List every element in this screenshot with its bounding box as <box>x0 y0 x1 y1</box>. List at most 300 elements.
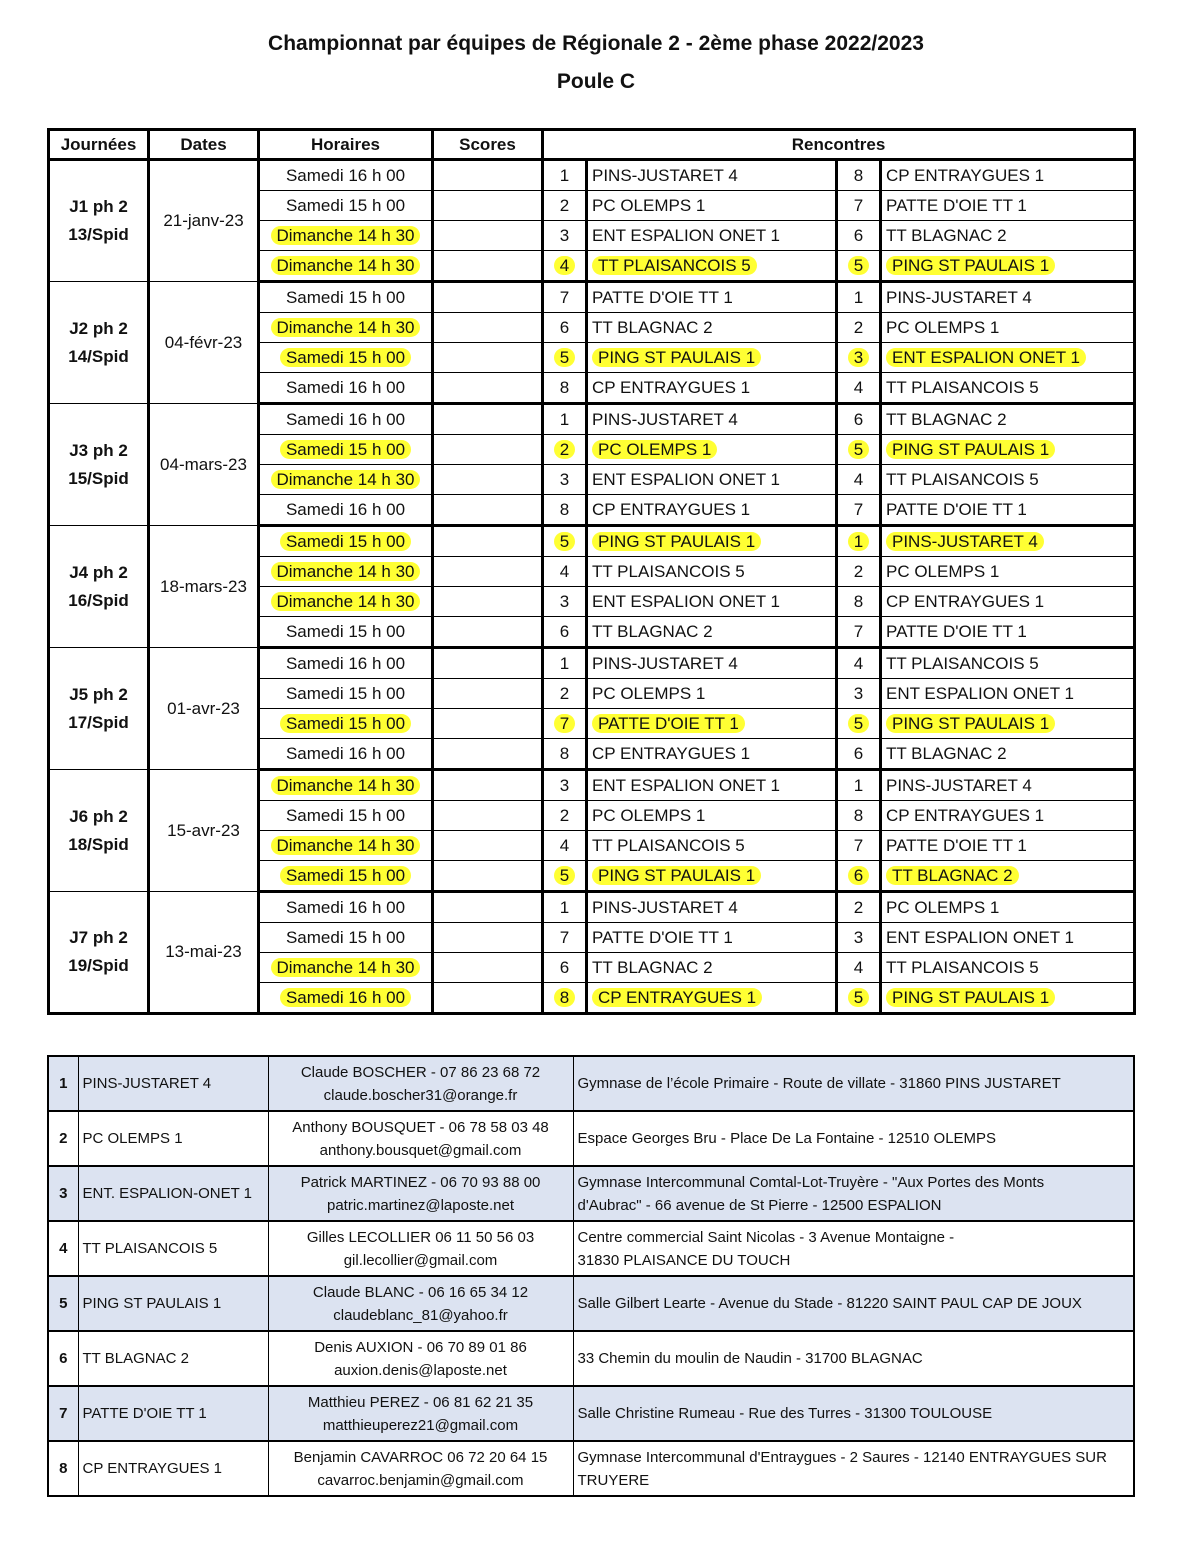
home-number: 2 <box>559 683 570 703</box>
contact-name-phone: Claude BOSCHER - 07 86 23 68 72 <box>300 1063 541 1081</box>
match-time: Dimanche 14 h 30 <box>271 592 421 611</box>
address-line-1: Gymnase de l’école Primaire - Route de villate - 31860 PINS JUSTARET <box>577 1075 1061 1092</box>
address-line-2: 31830 PLAISANCE DU TOUCH <box>577 1251 791 1269</box>
home-number: 4 <box>554 256 575 275</box>
home-team: PATTE D'OIE TT 1 <box>592 927 733 947</box>
address-line-1: Salle Christine Rumeau - Rue des Turres - 31300 TOULOUSE <box>577 1405 993 1422</box>
club-name: ENT. ESPALION-ONET 1 <box>78 1166 268 1221</box>
away-number-cell <box>837 770 881 801</box>
home-team-cell <box>587 221 837 251</box>
match-score <box>433 587 543 617</box>
match-time-cell <box>259 983 433 1014</box>
match-time: Samedi 16 h 00 <box>280 988 411 1007</box>
match-time: Samedi 15 h 00 <box>280 714 411 733</box>
away-number-cell <box>837 526 881 557</box>
journee-label <box>49 404 149 526</box>
home-number: 8 <box>554 988 575 1007</box>
journee-label <box>49 282 149 404</box>
home-team-cell <box>587 983 837 1014</box>
away-number: 7 <box>853 621 864 641</box>
contact-name-phone: Patrick MARTINEZ - 06 70 93 88 00 <box>300 1173 541 1191</box>
club-row <box>48 1111 1134 1166</box>
header-rencontres: Rencontres <box>543 130 1135 160</box>
away-team: PC OLEMPS 1 <box>886 897 1000 917</box>
journee-label <box>49 526 149 648</box>
journee-number: J7 ph 2 <box>69 928 128 947</box>
match-score <box>433 557 543 587</box>
match-score <box>433 373 543 404</box>
home-number-cell <box>543 892 587 923</box>
home-team-cell <box>587 801 837 831</box>
away-number: 6 <box>853 409 864 429</box>
match-score <box>433 709 543 739</box>
match-score <box>433 801 543 831</box>
away-team-cell <box>881 435 1135 465</box>
home-team: TT BLAGNAC 2 <box>592 957 713 977</box>
home-team: TT PLAISANCOIS 5 <box>592 835 745 855</box>
away-team-cell <box>881 557 1135 587</box>
club-number: 4 <box>48 1221 78 1276</box>
home-number-cell <box>543 557 587 587</box>
away-number: 6 <box>853 743 864 763</box>
contact-name-phone: Benjamin CAVARROC 06 72 20 64 15 <box>293 1448 548 1466</box>
match-time: Samedi 15 h 00 <box>285 621 406 641</box>
match-score <box>433 953 543 983</box>
home-team-cell <box>587 709 837 739</box>
match-score <box>433 892 543 923</box>
match-time-cell <box>259 923 433 953</box>
home-number: 3 <box>559 225 570 245</box>
home-team-cell <box>587 251 837 282</box>
match-row <box>49 160 1135 191</box>
journee-number: J2 ph 2 <box>69 318 128 338</box>
home-team-cell <box>587 495 837 526</box>
match-time-cell <box>259 953 433 983</box>
match-score <box>433 648 543 679</box>
away-team: TT PLAISANCOIS 5 <box>886 377 1039 397</box>
journee-label <box>49 648 149 770</box>
schedule-table <box>47 128 1136 1015</box>
home-team-cell <box>587 648 837 679</box>
match-score <box>433 923 543 953</box>
page-title: Championnat par équipes de Régionale 2 - 2ème phase 2022/2023 <box>268 32 924 55</box>
home-number: 6 <box>559 621 570 641</box>
home-number-cell <box>543 495 587 526</box>
match-score <box>433 526 543 557</box>
contact-name-phone: Gilles LECOLLIER 06 11 50 56 03 <box>306 1228 535 1246</box>
journee-label <box>49 160 149 282</box>
home-number-cell <box>543 373 587 404</box>
match-time: Samedi 16 h 00 <box>285 897 406 917</box>
away-team-cell <box>881 892 1135 923</box>
club-name: CP ENTRAYGUES 1 <box>78 1441 268 1496</box>
home-number: 5 <box>554 532 575 551</box>
match-time: Samedi 15 h 00 <box>280 866 411 885</box>
away-team-cell <box>881 770 1135 801</box>
match-time-cell <box>259 739 433 770</box>
away-number: 6 <box>848 866 869 885</box>
home-number: 3 <box>559 591 570 611</box>
away-team-cell <box>881 617 1135 648</box>
journee-number: J6 ph 2 <box>69 806 128 826</box>
match-time: Dimanche 14 h 30 <box>271 318 421 337</box>
home-number-cell <box>543 526 587 557</box>
home-number: 6 <box>559 317 570 337</box>
away-team-cell <box>881 160 1135 191</box>
club-row <box>48 1276 1134 1331</box>
match-score <box>433 617 543 648</box>
away-team: ENT ESPALION ONET 1 <box>886 348 1086 367</box>
away-team: TT BLAGNAC 2 <box>886 743 1007 763</box>
match-time-cell <box>259 648 433 679</box>
away-team: PINS-JUSTARET 4 <box>886 775 1032 795</box>
away-number: 3 <box>853 927 864 947</box>
away-number: 4 <box>853 469 864 489</box>
away-number: 3 <box>848 348 869 367</box>
home-number: 4 <box>559 835 570 855</box>
home-number: 4 <box>559 561 570 581</box>
home-number-cell <box>543 587 587 617</box>
away-team: PINS-JUSTARET 4 <box>886 287 1032 307</box>
home-team: TT PLAISANCOIS 5 <box>592 256 757 275</box>
away-team-cell <box>881 953 1135 983</box>
club-number: 1 <box>48 1056 78 1111</box>
home-team-cell <box>587 282 837 313</box>
match-time: Samedi 15 h 00 <box>285 683 406 703</box>
home-team: PING ST PAULAIS 1 <box>592 348 761 367</box>
match-time-cell <box>259 373 433 404</box>
home-number-cell <box>543 923 587 953</box>
journee-date: 04-févr-23 <box>149 282 259 404</box>
home-number-cell <box>543 679 587 709</box>
home-team: PINS-JUSTARET 4 <box>592 409 738 429</box>
away-number: 1 <box>848 532 869 551</box>
journee-label <box>49 770 149 892</box>
away-number: 4 <box>853 957 864 977</box>
away-team-cell <box>881 526 1135 557</box>
header-dates: Dates <box>149 130 259 160</box>
away-team: PATTE D'OIE TT 1 <box>886 621 1027 641</box>
match-time-cell <box>259 282 433 313</box>
home-number-cell <box>543 251 587 282</box>
match-score <box>433 191 543 221</box>
match-score <box>433 343 543 373</box>
away-team-cell <box>881 679 1135 709</box>
match-score <box>433 251 543 282</box>
address-line-1: Espace Georges Bru - Place De La Fontaine - 12510 OLEMPS <box>577 1130 997 1147</box>
away-number: 2 <box>853 317 864 337</box>
match-time: Dimanche 14 h 30 <box>271 470 421 489</box>
away-number: 4 <box>853 653 864 673</box>
match-score <box>433 983 543 1014</box>
contact-email[interactable]: matthieuperez21@gmail.com <box>322 1416 519 1434</box>
match-time-cell <box>259 831 433 861</box>
away-team: ENT ESPALION ONET 1 <box>886 683 1075 703</box>
home-number: 5 <box>554 866 575 885</box>
away-number: 6 <box>853 225 864 245</box>
away-number-cell <box>837 983 881 1014</box>
away-team-cell <box>881 923 1135 953</box>
club-address <box>573 1441 1134 1496</box>
contact-email[interactable]: gil.lecollier@gmail.com <box>343 1251 498 1269</box>
home-number: 3 <box>559 469 570 489</box>
journee-spid: 14/Spid <box>68 346 129 366</box>
match-time-cell <box>259 160 433 191</box>
away-number: 5 <box>848 714 869 733</box>
match-time: Samedi 15 h 00 <box>285 805 406 825</box>
match-time: Samedi 16 h 00 <box>285 377 406 397</box>
match-time: Samedi 16 h 00 <box>285 165 406 185</box>
club-number: 2 <box>48 1111 78 1166</box>
home-number-cell <box>543 709 587 739</box>
home-team-cell <box>587 191 837 221</box>
club-address <box>573 1331 1134 1386</box>
home-number-cell <box>543 617 587 648</box>
journee-date: 18-mars-23 <box>149 526 259 648</box>
home-number: 1 <box>559 165 570 185</box>
home-team: PING ST PAULAIS 1 <box>592 866 761 885</box>
match-score <box>433 160 543 191</box>
match-time: Dimanche 14 h 30 <box>271 226 421 245</box>
away-number-cell <box>837 495 881 526</box>
home-number: 2 <box>554 440 575 459</box>
club-name: TT BLAGNAC 2 <box>78 1331 268 1386</box>
match-score <box>433 831 543 861</box>
away-number-cell <box>837 160 881 191</box>
journee-spid: 13/Spid <box>68 225 129 244</box>
away-number: 8 <box>853 805 864 825</box>
contact-email[interactable]: cavarroc.benjamin@gmail.com <box>317 1471 524 1489</box>
home-number: 6 <box>559 957 570 977</box>
home-number: 3 <box>559 775 570 795</box>
contact-name-phone: Matthieu PEREZ - 06 81 62 21 35 <box>307 1393 534 1411</box>
away-number-cell <box>837 953 881 983</box>
contact-email[interactable]: claudeblanc_81@yahoo.fr <box>333 1306 508 1324</box>
home-number-cell <box>543 221 587 251</box>
club-name: PINS-JUSTARET 4 <box>78 1056 268 1111</box>
match-time: Samedi 15 h 00 <box>285 927 406 947</box>
home-team-cell <box>587 923 837 953</box>
away-team-cell <box>881 313 1135 343</box>
address-line-2: d'Aubrac" - 66 avenue de St Pierre - 12500 ESPALION <box>577 1196 942 1214</box>
home-number: 7 <box>559 927 570 947</box>
away-number: 1 <box>853 287 864 307</box>
away-team: ENT ESPALION ONET 1 <box>886 927 1075 947</box>
match-time-cell <box>259 435 433 465</box>
home-number-cell <box>543 861 587 892</box>
header-horaires: Horaires <box>259 130 433 160</box>
club-row <box>48 1386 1134 1441</box>
match-time: Dimanche 14 h 30 <box>271 256 421 275</box>
away-number-cell <box>837 679 881 709</box>
away-number: 4 <box>853 377 864 397</box>
club-contact <box>268 1441 573 1496</box>
away-team-cell <box>881 739 1135 770</box>
home-team: CP ENTRAYGUES 1 <box>592 743 751 763</box>
away-number-cell <box>837 404 881 435</box>
match-time: Dimanche 14 h 30 <box>271 836 421 855</box>
away-number: 1 <box>853 775 864 795</box>
home-team: CP ENTRAYGUES 1 <box>592 499 751 519</box>
home-number: 8 <box>559 743 570 763</box>
schedule-header-row <box>49 130 1135 160</box>
match-time-cell <box>259 221 433 251</box>
journee-date: 15-avr-23 <box>149 770 259 892</box>
home-team-cell <box>587 465 837 495</box>
away-number-cell <box>837 221 881 251</box>
page-subtitle: Poule C <box>556 70 636 93</box>
match-time: Samedi 15 h 00 <box>285 287 406 307</box>
club-name: PATTE D'OIE TT 1 <box>78 1386 268 1441</box>
home-number: 2 <box>559 805 570 825</box>
home-team: ENT ESPALION ONET 1 <box>592 775 781 795</box>
away-team-cell <box>881 709 1135 739</box>
match-time-cell <box>259 251 433 282</box>
club-number: 5 <box>48 1276 78 1331</box>
home-team: ENT ESPALION ONET 1 <box>592 225 781 245</box>
journee-date: 01-avr-23 <box>149 648 259 770</box>
home-team-cell <box>587 739 837 770</box>
club-contact <box>268 1276 573 1331</box>
club-contact <box>268 1056 573 1111</box>
away-team-cell <box>881 495 1135 526</box>
address-line-1: Centre commercial Saint Nicolas - 3 Avenue Montaigne - <box>577 1228 955 1246</box>
home-team: PING ST PAULAIS 1 <box>592 532 761 551</box>
home-team: PC OLEMPS 1 <box>592 805 706 825</box>
away-team-cell <box>881 465 1135 495</box>
away-team: TT BLAGNAC 2 <box>886 225 1007 245</box>
match-score <box>433 221 543 251</box>
contact-name-phone: Denis AUXION - 06 70 89 01 86 <box>314 1338 527 1356</box>
match-time: Samedi 16 h 00 <box>285 409 406 429</box>
club-number: 7 <box>48 1386 78 1441</box>
away-number-cell <box>837 648 881 679</box>
home-team-cell <box>587 679 837 709</box>
contact-email[interactable]: patric.martinez@laposte.net <box>327 1196 514 1214</box>
away-number-cell <box>837 373 881 404</box>
home-team: CP ENTRAYGUES 1 <box>592 988 762 1007</box>
match-score <box>433 770 543 801</box>
contact-email[interactable]: auxion.denis@laposte.net <box>334 1361 507 1379</box>
match-time-cell <box>259 526 433 557</box>
header-journees: Journées <box>49 130 149 160</box>
match-time-cell <box>259 679 433 709</box>
away-team: PING ST PAULAIS 1 <box>886 256 1055 275</box>
home-team: PATTE D'OIE TT 1 <box>592 714 745 733</box>
home-number: 7 <box>554 714 575 733</box>
club-contact <box>268 1111 573 1166</box>
home-team: CP ENTRAYGUES 1 <box>592 377 751 397</box>
club-number: 6 <box>48 1331 78 1386</box>
home-number-cell <box>543 983 587 1014</box>
match-score <box>433 404 543 435</box>
match-score <box>433 313 543 343</box>
home-team-cell <box>587 953 837 983</box>
journee-date: 04-mars-23 <box>149 404 259 526</box>
journee-spid: 17/Spid <box>68 712 129 732</box>
club-address <box>573 1111 1134 1166</box>
match-row <box>49 892 1135 923</box>
journee-number: J4 ph 2 <box>69 562 128 582</box>
home-team: TT PLAISANCOIS 5 <box>592 561 745 581</box>
home-number: 5 <box>554 348 575 367</box>
away-number: 7 <box>853 499 864 519</box>
home-team-cell <box>587 587 837 617</box>
match-score <box>433 739 543 770</box>
home-team: PINS-JUSTARET 4 <box>592 653 738 673</box>
away-number-cell <box>837 191 881 221</box>
match-time-cell <box>259 191 433 221</box>
away-team-cell <box>881 587 1135 617</box>
away-number: 5 <box>848 440 869 459</box>
home-team: PINS-JUSTARET 4 <box>592 897 738 917</box>
home-team-cell <box>587 770 837 801</box>
home-team-cell <box>587 557 837 587</box>
match-row <box>49 282 1135 313</box>
match-time: Samedi 15 h 00 <box>285 195 406 215</box>
home-number-cell <box>543 739 587 770</box>
journee-label <box>49 892 149 1014</box>
club-address <box>573 1056 1134 1111</box>
home-number: 2 <box>559 195 570 215</box>
journee-spid: 16/Spid <box>68 590 129 610</box>
home-team-cell <box>587 373 837 404</box>
home-team-cell <box>587 343 837 373</box>
away-team-cell <box>881 221 1135 251</box>
away-number: 8 <box>853 591 864 611</box>
away-number-cell <box>837 801 881 831</box>
home-team: ENT ESPALION ONET 1 <box>592 591 781 611</box>
away-team: PATTE D'OIE TT 1 <box>886 499 1027 519</box>
match-time-cell <box>259 404 433 435</box>
contact-name-phone: Claude BLANC - 06 16 65 34 12 <box>312 1283 529 1301</box>
match-score <box>433 679 543 709</box>
home-number-cell <box>543 465 587 495</box>
away-team: TT PLAISANCOIS 5 <box>886 469 1039 489</box>
home-number-cell <box>543 343 587 373</box>
away-team-cell <box>881 861 1135 892</box>
contact-email[interactable]: claude.boscher31@orange.fr <box>323 1086 518 1104</box>
away-team: CP ENTRAYGUES 1 <box>886 591 1045 611</box>
journee-number: J5 ph 2 <box>69 684 128 704</box>
club-row <box>48 1166 1134 1221</box>
match-time-cell <box>259 801 433 831</box>
match-score <box>433 435 543 465</box>
club-contact <box>268 1386 573 1441</box>
away-team: PING ST PAULAIS 1 <box>886 988 1055 1007</box>
match-time: Samedi 15 h 00 <box>280 532 411 551</box>
away-team: PING ST PAULAIS 1 <box>886 714 1055 733</box>
home-number: 1 <box>559 653 570 673</box>
club-row <box>48 1056 1134 1111</box>
match-time-cell <box>259 495 433 526</box>
home-team-cell <box>587 435 837 465</box>
journee-number: J3 ph 2 <box>69 440 128 460</box>
contact-email[interactable]: anthony.bousquet@gmail.com <box>319 1141 522 1159</box>
away-number-cell <box>837 435 881 465</box>
match-time-cell <box>259 465 433 495</box>
home-number-cell <box>543 648 587 679</box>
match-time: Dimanche 14 h 30 <box>271 562 421 581</box>
match-row <box>49 770 1135 801</box>
home-team: TT BLAGNAC 2 <box>592 621 713 641</box>
home-team-cell <box>587 526 837 557</box>
away-number-cell <box>837 587 881 617</box>
match-time: Dimanche 14 h 30 <box>271 958 421 977</box>
away-team: PATTE D'OIE TT 1 <box>886 195 1027 215</box>
match-time-cell <box>259 617 433 648</box>
home-number: 1 <box>559 897 570 917</box>
